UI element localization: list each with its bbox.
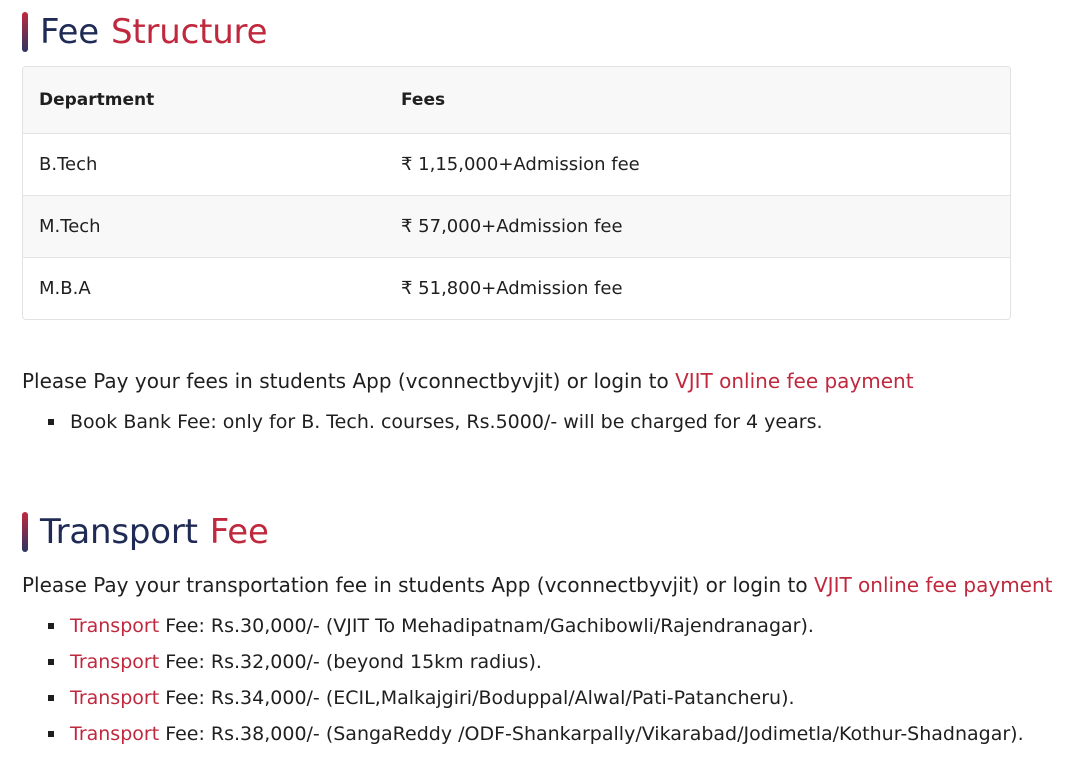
vjit-online-fee-payment-link[interactable]: VJIT online fee payment — [675, 369, 914, 393]
fees-cell: ₹ 57,000+Admission fee — [385, 196, 1010, 258]
fee-payment-text — [22, 369, 914, 393]
fee-structure-title-primary: Fee — [40, 12, 99, 52]
fee-table-container — [22, 66, 1011, 320]
transport-link[interactable]: Transport — [70, 687, 160, 709]
transport-fee-title-accent: Fee — [209, 512, 269, 552]
list-item — [48, 644, 1024, 680]
table-row — [23, 196, 1010, 258]
transport-payment-instruction: Please Pay your transportation fee in students App (vconnectbyvjit) or login to — [22, 573, 814, 597]
transport-fee-text: Fee: Rs.30,000/- (VJIT To Mehadipatnam/Gachibowli/Rajendranagar). — [159, 615, 814, 637]
fee-table — [23, 67, 1010, 319]
fee-payment-instruction: Please Pay your fees in students App (vconnectbyvjit) or login to — [22, 369, 676, 393]
list-item — [48, 680, 1024, 716]
vjit-online-transport-payment-link[interactable]: VJIT online fee payment — [813, 573, 1053, 597]
list-item — [48, 608, 1024, 644]
transport-payment-text — [22, 573, 1053, 597]
column-header-fees: Fees — [385, 67, 1010, 134]
transport-fee-list — [48, 608, 1024, 752]
table-header-row — [23, 67, 1010, 134]
transport-fee-text: Fee: Rs.32,000/- (beyond 15km radius). — [159, 651, 542, 673]
column-header-department: Department — [23, 67, 385, 134]
fee-notes-list — [48, 404, 823, 440]
list-item — [48, 404, 823, 440]
department-cell: B.Tech — [23, 134, 385, 196]
fee-structure-title-accent: Structure — [110, 12, 268, 52]
transport-fee-text: Fee: Rs.38,000/- (SangaReddy /ODF-Shankarpally/Vikarabad/Jodimetla/Kothur-Shadnagar). — [159, 723, 1024, 745]
table-row — [23, 134, 1010, 196]
transport-fee-heading — [22, 512, 269, 552]
bullet-icon — [48, 623, 54, 629]
fee-structure-heading — [22, 12, 267, 52]
heading-accent-bar — [22, 12, 28, 52]
list-item — [48, 716, 1024, 752]
transport-fee-text: Fee: Rs.34,000/- (ECIL,Malkajgiri/Boduppal/Alwal/Pati-Patancheru). — [159, 687, 795, 709]
heading-accent-bar — [22, 512, 28, 552]
book-bank-fee-text: Book Bank Fee: only for B. Tech. courses, Rs.5000/- will be charged for 4 years. — [70, 411, 823, 433]
transport-link[interactable]: Transport — [70, 651, 160, 673]
bullet-icon — [48, 659, 54, 665]
fees-cell: ₹ 51,800+Admission fee — [401, 278, 623, 299]
department-cell: M.Tech — [23, 196, 385, 258]
department-cell: M.B.A — [39, 278, 91, 299]
fees-cell: ₹ 1,15,000+Admission fee — [385, 134, 1010, 196]
bullet-icon — [48, 731, 54, 737]
transport-link[interactable]: Transport — [70, 723, 160, 745]
table-row — [23, 258, 1010, 320]
transport-fee-title-primary: Transport — [40, 512, 198, 552]
bullet-icon — [48, 695, 54, 701]
bullet-icon — [48, 419, 54, 425]
transport-link[interactable]: Transport — [70, 615, 160, 637]
